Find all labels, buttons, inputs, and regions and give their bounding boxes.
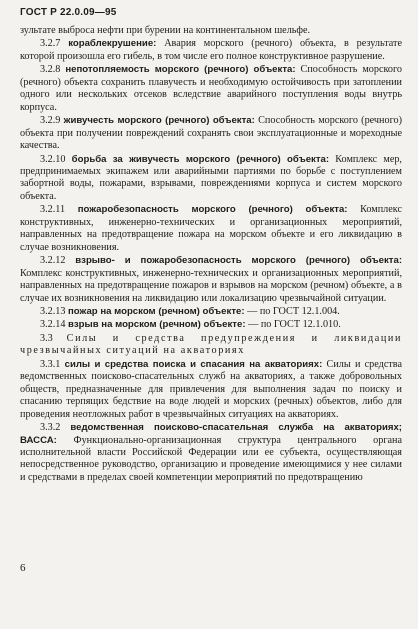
- paragraph-text: Функционально-организационная структура центрального органа исполнительной власти Российской Федерации или ее субъекта, осуществляющая непосредственное руководство, организацию и проведение имеющимися у нее силами и средствами в пределах своей компетенции мероприятий по предотвращению: [20, 434, 403, 483]
- paragraph-3-2-7: [20, 38, 402, 63]
- paragraph-3-2-11: [20, 204, 402, 254]
- paragraph-text: Способность морского (речного) объекта сохранить плавучесть и необходимую остойчивость при затоплении одного или нескольких отсеков вследствие аварийного поступления воды внутрь корпуса.: [20, 64, 403, 113]
- term-explosion-on-vessel: взрыв на морском (речном) объекте:: [68, 319, 246, 331]
- paragraph-number: 3.2.13: [40, 305, 66, 317]
- term-damage-control: борьба за живучесть морского (речного) объекта:: [71, 153, 330, 165]
- page-number: 6: [20, 562, 26, 574]
- paragraph-text: Комплекс конструктивных, инженерно-технических и организационных мероприятий, направленных на предотвращение пожара на морском объекте и его ликвидацию в случае возникновения.: [20, 204, 403, 253]
- paragraph-text: Силы и средства ведомственных поисково-спасательных служб на акваториях, а также добровольных обществ, предназначенные для привлечения для выполнения задач по поиску и спасанию терпящих бедствие на воде людей и морских (речных) объектов, либо для проведения неотложных работ в чрезвычайных ситуациях на акваториях.: [20, 358, 402, 420]
- paragraph-text: Авария морского (речного) объекта, в результате которой произошла его гибель, в том числе его полное конструктивное разрушение.: [20, 38, 403, 62]
- section-title: Силы и средства предупреждения и ликвидации чрезвычайных ситуаций на акваториях: [20, 332, 403, 357]
- term-fire-on-vessel: пожар на морском (речном) объекте:: [68, 305, 245, 317]
- paragraph-3-2-13: [20, 306, 402, 318]
- paragraph-3-3-2: [20, 422, 402, 484]
- paragraph-number: 3.2.14: [40, 319, 66, 331]
- paragraph-number: 3.2.11: [40, 204, 66, 216]
- paragraph-number: 3.2.10: [40, 153, 66, 165]
- term-departmental-rescue-service: ведомственная поисково-спасательная служба на акваториях; ВАССА:: [20, 422, 403, 446]
- section-heading-3-3: [20, 333, 402, 358]
- paragraph-text: Комплекс мер, предпринимаемых экипажем или аварийными партиями по борьбе с поступлением забортной воды, пожарами, взрывами, повреждениями корпуса и систем морского объекта.: [20, 153, 402, 202]
- paragraph-number: 3.3.1: [40, 358, 61, 370]
- paragraph-3-2-8: [20, 64, 402, 114]
- paragraph-number: 3.2.9: [40, 115, 61, 127]
- paragraph-3-3-1: [20, 359, 402, 421]
- term-search-rescue-forces: силы и средства поиска и спасания на акваториях:: [64, 358, 323, 370]
- paragraph-text: — по ГОСТ 12.1.004.: [247, 305, 340, 317]
- paragraph-number: 3.2.12: [40, 255, 66, 267]
- paragraph-text: зультате выброса нефти при бурении на континентальном шельфе.: [20, 25, 311, 36]
- paragraph-number: 3.2.8: [40, 64, 61, 76]
- paragraph-number: 3.2.7: [40, 38, 61, 50]
- document-body: [20, 25, 402, 485]
- term-shipwreck: кораблекрушение:: [68, 38, 157, 50]
- paragraph-text: — по ГОСТ 12.1.010.: [248, 319, 341, 331]
- paragraph-text: Способность морского (речного) объекта при получении повреждений сохранять свои эксплуатационные и мореходные качества.: [20, 115, 403, 152]
- term-fire-safety: пожаробезопасность морского (речного) объекта:: [77, 204, 348, 216]
- paragraph-3-2-10: [20, 154, 402, 204]
- paragraph-3-2-12: [20, 255, 402, 305]
- term-survivability: живучесть морского (речного) объекта:: [63, 115, 255, 127]
- paragraph-number: 3.3.2: [40, 422, 61, 434]
- paragraph-text: Комплекс конструктивных, инженерно-технических и организационных мероприятий, направленных на предотвращение пожаров и взрывов на морском (речном) объекте, а в случае их возникновения на ликвидацию или локализацию чрезвычайной ситуации.: [20, 267, 402, 304]
- section-number: 3.3: [40, 332, 53, 344]
- paragraph-3-2-14: [20, 319, 402, 331]
- paragraph-continuation: [20, 25, 402, 37]
- term-explosion-fire-safety: взрыво- и пожаробезопасность морского (речного) объекта:: [75, 255, 403, 267]
- paragraph-3-2-9: [20, 115, 402, 152]
- term-unsinkability: непотопляемость морского (речного) объекта:: [65, 64, 296, 76]
- page-header: ГОСТ Р 22.0.09—95: [20, 7, 117, 18]
